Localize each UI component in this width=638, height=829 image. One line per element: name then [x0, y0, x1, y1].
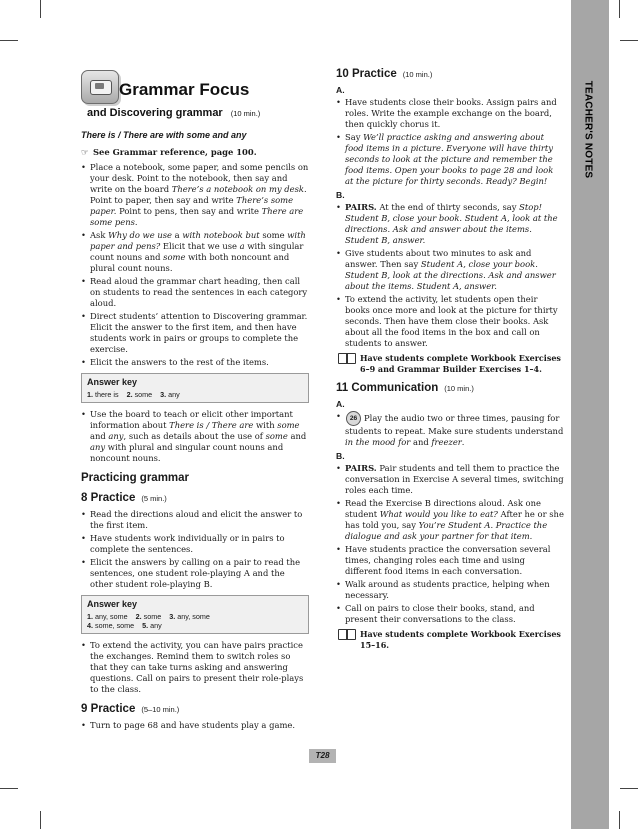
bullet-text: Pair students and tell them to practice the conversation in Exercise A several times, switching roles each time.: [345, 463, 564, 495]
crop-mark: [40, 811, 41, 829]
bullet-text: some: [163, 252, 186, 262]
practicing-grammar-heading: Practicing grammar: [81, 472, 190, 484]
answer-text: some: [134, 390, 153, 399]
bullet-text: Elicit the answers to the rest of the items.: [90, 357, 269, 367]
bullet-text: Have students practice the conversation several times, changing roles each time and using different food items in each conversation.: [345, 544, 551, 576]
bullet-text: .: [461, 437, 465, 447]
left-column: [81, 62, 309, 733]
bullet-text: Give students about two minutes to ask and answer. Then say: [345, 248, 532, 269]
answer-number: 4.: [87, 621, 95, 630]
practice-8-bullets-2: [81, 640, 309, 695]
bullet-item: [336, 202, 564, 246]
bullet-text: After he or she has told you, say: [345, 509, 564, 530]
workbook-icon: [338, 353, 356, 364]
crop-mark: [40, 0, 41, 18]
crop-mark: [619, 811, 620, 829]
answer-number: 1.: [87, 612, 95, 621]
grammar-reference: [81, 147, 309, 158]
bullet-item: [336, 248, 564, 292]
bullet-text: Point to pens, then say and write: [116, 206, 262, 216]
bullet-text: Elicit that we use: [160, 241, 240, 251]
bullet-text: Turn to page 68 and have students play a game.: [90, 720, 295, 730]
bullet-text: Walk around as students practice, helping when necessary.: [345, 579, 550, 600]
answer-key-rows: [87, 390, 303, 399]
pointing-hand-icon: ☞: [81, 147, 89, 157]
bullet-text: with plural and singular count nouns and noncount nouns.: [90, 442, 284, 463]
answer-text: any: [150, 621, 162, 630]
grammar-focus-subtitle: [87, 107, 260, 119]
bullet-text: with: [253, 420, 278, 430]
subtitle-text: and Discovering grammar: [87, 107, 223, 119]
bullet-text: Read the Exercise B directions aloud. Ask one student: [345, 498, 541, 519]
bullet-item: [81, 640, 309, 695]
part-a-label: A.: [336, 399, 345, 409]
answer-key-rows: [87, 612, 303, 630]
bullet-item: [336, 544, 564, 577]
workbook-note: [336, 629, 564, 650]
bullet-text: and: [410, 437, 432, 447]
bullet-text: To extend the activity, let students open their books once more and look at the picture for thirty seconds. Then have them close their books. Ask about all the food items in the box and call on students to answer.: [345, 294, 558, 348]
bullet-text: Read aloud the grammar chart heading, then call on students to read the sentences in each category aloud.: [90, 276, 308, 308]
bullet-text: Why do we use: [108, 230, 175, 240]
bullet-text: We’ll practice asking and answering about food items in a picture. Everyone will have thirty seconds to look at the picture and remember the food items. Open your books to page 28 and look at the picture for thirty seconds. Ready? Begin!: [345, 132, 554, 186]
audio-bullet: [336, 411, 564, 448]
time-label: (10 min.): [230, 109, 261, 118]
bullet-item: [81, 509, 309, 531]
answer-number: 2.: [135, 612, 144, 621]
bullet-text: Have students work individually or in pairs to complete the sentences.: [90, 533, 285, 554]
bullet-text: Use the board to teach or elicit other important information about: [90, 409, 293, 430]
bullet-text: with paper and pens?: [90, 230, 306, 251]
bullet-item: [81, 409, 309, 464]
bullet-text: and: [90, 431, 109, 441]
bullet-text: PAIRS.: [345, 463, 377, 473]
bullet-item: [81, 720, 309, 731]
workbook-text: Have students complete Workbook Exercises 6–9 and Grammar Builder Exercises 1–4.: [360, 353, 561, 374]
answer-number: 3.: [160, 390, 169, 399]
time-label: (5–10 min.): [141, 705, 180, 714]
answer-number: 2.: [126, 390, 135, 399]
bullet-text: You’re Student A. Practice the dialogue and ask your partner for that item.: [345, 520, 548, 541]
bullet-text: Stop! Student B, close your book. Student A, look at the directions. Ask and answer about the items. Student B, answer.: [345, 202, 558, 245]
bullet-text: There is / There are: [169, 420, 254, 430]
section-title: 9 Practice: [81, 703, 136, 715]
bullet-text: some: [265, 431, 288, 441]
bullet-text: and: [287, 431, 307, 441]
answer-key-row: [87, 390, 303, 399]
bullet-text: some: [277, 420, 300, 430]
section-title: 10 Practice: [336, 68, 397, 80]
bullet-text: Place a notebook, some paper, and some pencils on your desk. Point to the notebook, then say and write on the board: [90, 162, 309, 194]
sidebar-label: [575, 64, 601, 194]
crop-mark: [620, 788, 638, 789]
bullet-text: Play the audio two or three times, pausing for students to repeat. Make sure students understand: [345, 413, 564, 436]
answer-key-row: [87, 612, 303, 621]
bullet-item: [81, 276, 309, 309]
bullet-text: any: [108, 431, 124, 441]
answer-number: 5.: [142, 621, 151, 630]
bullet-text: Direct students’ attention to Discovering grammar. Elicit the answer to the first item, and then have students work in pairs or groups to complete the exercise.: [90, 311, 308, 354]
grammar-focus-bullets: [81, 162, 309, 368]
bullet-item: [81, 357, 309, 368]
grammar-focus-title: Grammar Focus: [119, 80, 250, 99]
bullet-text: Have students close their books. Assign pairs and roles. Write the example exchange on the board, then quickly chorus it.: [345, 97, 557, 129]
grammar-focus-icon: [81, 70, 119, 104]
communication-11-heading: [336, 382, 564, 394]
crop-mark: [0, 788, 18, 789]
bullet-item: [81, 162, 309, 228]
workbook-icon: [338, 629, 356, 640]
bullet-text: freezer: [431, 437, 462, 447]
bullet-text: some: [262, 230, 285, 240]
bullet-text: PAIRS.: [345, 202, 377, 212]
audio-track-icon: 26: [346, 411, 361, 426]
bullet-text: There’s a notebook on my desk.: [171, 184, 307, 194]
bullet-text: Point to paper, then say and write: [90, 195, 237, 205]
sidebar-label-text: TEACHER'S NOTES: [582, 80, 594, 178]
section-title: 8 Practice: [81, 492, 136, 504]
answer-text: some: [143, 612, 162, 621]
grammar-subhead: There is / There are with some and any: [81, 130, 247, 140]
part-b-label: B.: [336, 451, 345, 461]
bullet-text: What would you like to eat?: [379, 509, 498, 519]
bullet-text: , such as details about the use of: [123, 431, 266, 441]
crop-mark: [0, 40, 18, 41]
grammar-focus-bullets-2: [81, 409, 309, 464]
answer-key-box: [81, 373, 309, 403]
bullet-item: [336, 603, 564, 625]
practice-10-b-bullets: [336, 202, 564, 349]
bullet-text: with singular count nouns and: [90, 241, 304, 262]
workbook-text: Have students complete Workbook Exercises 15–16.: [360, 629, 561, 650]
workbook-note: [336, 353, 564, 374]
answer-key-title: Answer key: [87, 377, 138, 387]
bullet-item: [81, 557, 309, 590]
practice-9-bullets: [81, 720, 309, 731]
bullet-text: in the mood for: [345, 437, 411, 447]
bullet-text: There are some pens.: [90, 206, 304, 227]
bullet-item: [81, 311, 309, 355]
time-label: (10 min.): [402, 70, 433, 79]
bullet-text: any: [90, 442, 106, 452]
answer-text: any: [168, 390, 180, 399]
practice-8-heading: [81, 492, 309, 504]
bullet-text: with notebook but: [179, 230, 263, 240]
section-title: 11 Communication: [336, 382, 439, 394]
part-b-label: B.: [336, 190, 345, 200]
part-a-label: A.: [336, 85, 345, 95]
answer-text: there is: [95, 390, 119, 399]
bullet-text: There’s some paper.: [90, 195, 294, 216]
bullet-item: [336, 463, 564, 496]
answer-text: any, some: [95, 612, 128, 621]
reference-text: See Grammar reference, page 100.: [93, 147, 257, 157]
answer-text: any, some: [177, 612, 210, 621]
answer-text: some, some: [95, 621, 135, 630]
bullet-text: with both noncount and plural count nouns.: [90, 252, 290, 273]
bullet-item: [81, 533, 309, 555]
bullet-text: At the end of thirty seconds, say: [376, 202, 520, 212]
right-column: [336, 62, 564, 656]
answer-key-title: Answer key: [87, 599, 138, 609]
bullet-text: Call on pairs to close their books, stand, and present their conversations to the class.: [345, 603, 535, 624]
bullet-text: Say: [345, 132, 364, 142]
communication-11-b-bullets: [336, 463, 564, 625]
bullet-item: [81, 230, 309, 274]
answer-number: 3.: [169, 612, 178, 621]
time-label: (10 min.): [444, 384, 474, 393]
practice-8-bullets: [81, 509, 309, 590]
bullet-text: Ask: [90, 230, 109, 240]
practice-9-heading: [81, 703, 309, 715]
crop-mark: [619, 0, 620, 18]
crop-mark: [620, 40, 638, 41]
bullet-item: [336, 498, 564, 542]
bullet-text: a: [174, 230, 180, 240]
answer-key-row: [87, 621, 303, 630]
bullet-text: To extend the activity, you can have pairs practice the exchanges. Remind them to switch roles so that they can take turns asking and answering questions. Call on pairs to present their role-plays to the class.: [90, 640, 304, 694]
answer-number: 1.: [87, 390, 95, 399]
grammar-focus-header: [81, 68, 309, 128]
bullet-item: [336, 579, 564, 601]
time-label: (5 min.): [141, 494, 167, 503]
practice-10-heading: [336, 68, 564, 80]
answer-key-box: [81, 595, 309, 634]
bullet-text: Student A, close your book. Student B, look at the directions. Ask and answer about the items. Student A, answer.: [345, 259, 556, 291]
bullet-item: [336, 132, 564, 187]
practice-10-a-bullets: [336, 97, 564, 187]
bullet-item: [336, 97, 564, 130]
bullet-text: a: [239, 241, 245, 251]
bullet-text: Elicit the answers by calling on a pair to read the sentences, one student role-playing A and the other student role-playing B.: [90, 557, 301, 589]
bullet-item: [336, 294, 564, 349]
bullet-text: Read the directions aloud and elicit the answer to the first item.: [90, 509, 303, 530]
page-number: T28: [309, 749, 336, 763]
